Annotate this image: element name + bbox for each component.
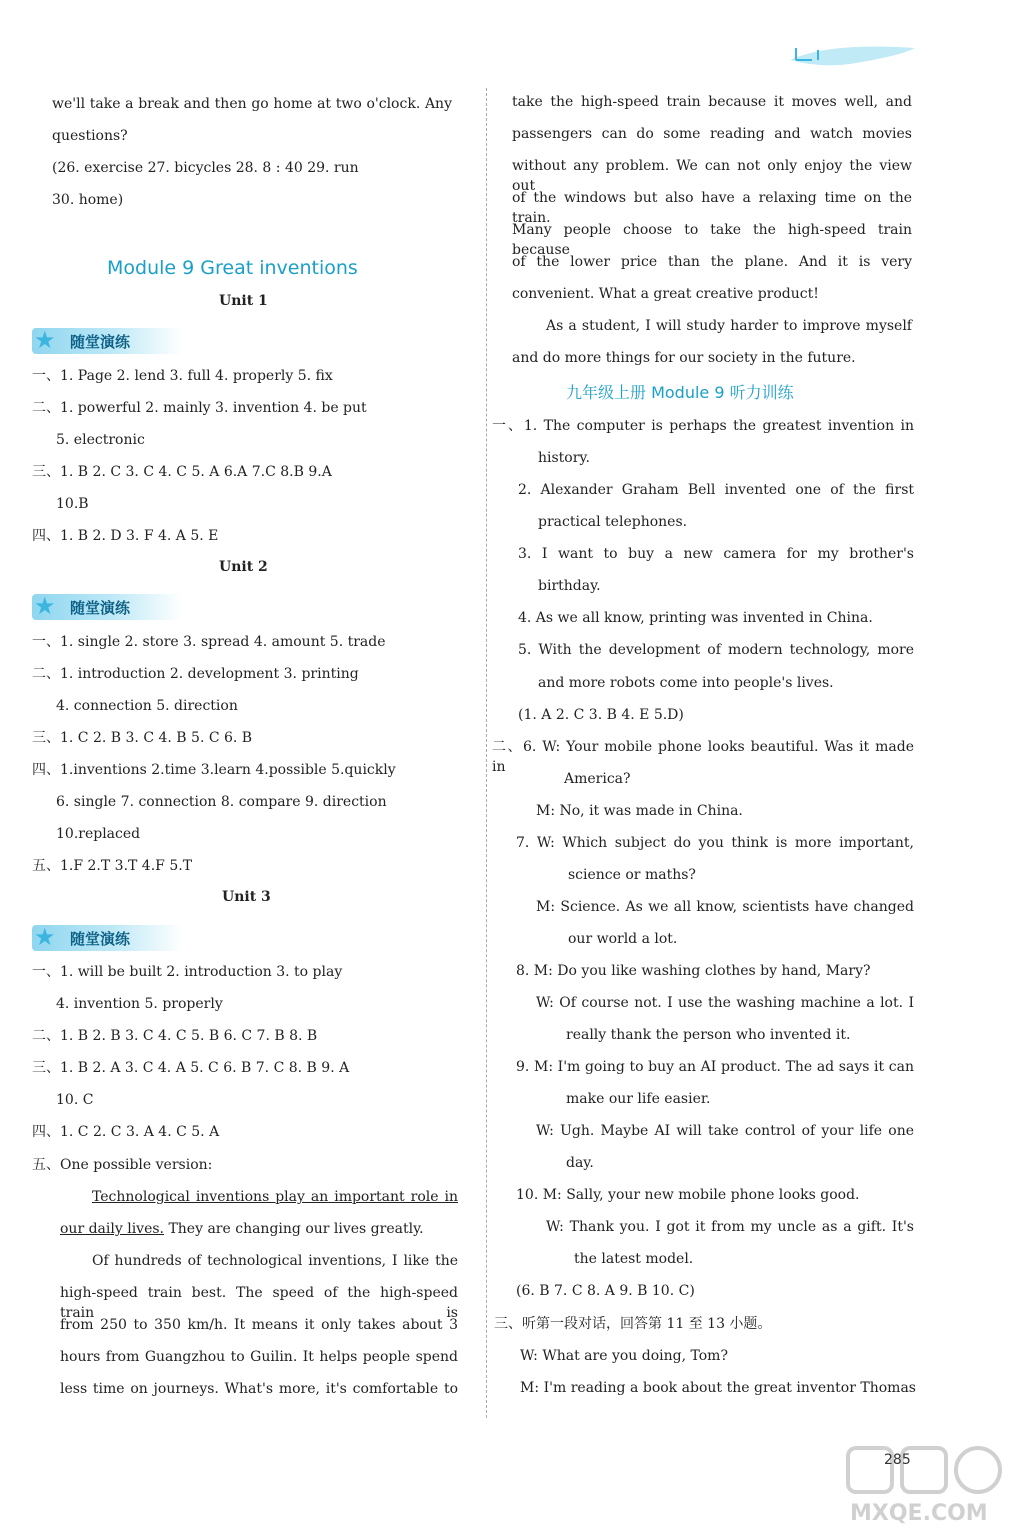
badge-label: 随堂演练: [70, 599, 131, 617]
essay-text: They are changing our lives greatly.: [164, 1221, 424, 1237]
star-icon: ★: [34, 592, 56, 620]
listening-line: America?: [564, 771, 631, 787]
listening-line: our world a lot.: [568, 931, 678, 947]
essay-line: and do more things for our society in the future.: [512, 350, 856, 366]
listening-answers: (1. A 2. C 3. B 4. E 5.D): [518, 707, 684, 723]
essay-line: Many people choose to take the high-speed train because: [512, 222, 912, 258]
unit-title: Unit 1: [219, 293, 268, 309]
text-line: 30. home): [52, 192, 124, 208]
answer-line: 10.B: [56, 496, 89, 512]
essay-line: from 250 to 350 km/h. It means it only takes about 3: [60, 1317, 458, 1333]
essay-line: take the high-speed train because it moves well, and: [512, 94, 912, 110]
essay-line: less time on journeys. What's more, it's comfortable to: [60, 1381, 458, 1397]
text-line: we'll take a break and then go home at two o'clock. Any: [52, 96, 452, 112]
listening-line: 一、1. The computer is perhaps the greatest invention in: [492, 418, 914, 434]
answer-line: 三、1. B 2. C 3. C 4. C 5. A 6.A 7.C 8.B 9.A: [32, 464, 332, 480]
listening-line: history.: [538, 450, 590, 466]
listening-line: 7. W: Which subject do you think is more important,: [516, 835, 914, 851]
star-icon: ★: [34, 326, 56, 354]
essay-line: of the lower price than the plane. And it is very: [512, 254, 912, 270]
essay-underlined-text: our daily lives.: [60, 1221, 164, 1237]
listening-line: really thank the person who invented it.: [566, 1027, 851, 1043]
essay-line: As a student, I will study harder to improve myself: [546, 318, 912, 334]
listening-line: 3. I want to buy a new camera for my brother's: [518, 546, 914, 562]
badge-label: 随堂演练: [70, 333, 131, 351]
essay-line: of the windows but also have a relaxing time on the train.: [512, 190, 912, 226]
answer-line: 四、1. C 2. C 3. A 4. C 5. A: [32, 1124, 220, 1140]
listening-line: and more robots come into people's lives.: [538, 675, 834, 691]
essay-line: Of hundreds of technological inventions, I like the: [92, 1253, 458, 1269]
listening-line: 4. As we all know, printing was invented in China.: [518, 610, 873, 626]
header-brush-decoration: [790, 38, 920, 72]
practice-badge: [32, 925, 182, 951]
star-icon: ★: [34, 923, 56, 951]
watermark-logo: [840, 1440, 1010, 1530]
essay-line: without any problem. We can not only enjoy the view out: [512, 158, 912, 194]
watermark-text: MXQE.COM: [850, 1501, 988, 1526]
essay-line: high-speed train best. The speed of the high-speed train is: [60, 1285, 458, 1321]
answer-line: 一、1. will be built 2. introduction 3. to play: [32, 964, 343, 980]
listening-line: W: What are you doing, Tom?: [520, 1348, 728, 1364]
answer-line: 10.replaced: [56, 826, 141, 842]
answer-line: 三、1. B 2. A 3. C 4. A 5. C 6. B 7. C 8. B 9. A: [32, 1060, 350, 1076]
listening-title: 九年级上册 Module 9 听力训练: [566, 383, 794, 402]
practice-badge: [32, 328, 182, 354]
listening-line: 三、听第一段对话，回答第 11 至 13 小题。: [494, 1316, 772, 1332]
answer-line: 二、1. B 2. B 3. C 4. C 5. B 6. C 7. B 8. B: [32, 1028, 318, 1044]
answer-line: 五、One possible version:: [32, 1157, 213, 1173]
answer-line: 10. C: [56, 1092, 94, 1108]
listening-line: W: Of course not. I use the washing machine a lot. I: [536, 995, 914, 1011]
column-divider: [486, 88, 487, 1418]
listening-line: W: Ugh. Maybe AI will take control of your life one: [536, 1123, 914, 1139]
essay-underlined-line: Technological inventions play an important role in: [92, 1189, 458, 1205]
answer-line: 五、1.F 2.T 3.T 4.F 5.T: [32, 858, 193, 874]
answer-line: 一、1. Page 2. lend 3. full 4. properly 5. fix: [32, 368, 333, 384]
answer-line: 4. connection 5. direction: [56, 698, 238, 714]
listening-line: 5. With the development of modern technology, more: [518, 642, 914, 658]
answer-line: 二、1. introduction 2. development 3. printing: [32, 666, 359, 682]
essay-line: [60, 1219, 424, 1239]
listening-line: W: Thank you. I got it from my uncle as a gift. It's: [546, 1219, 914, 1235]
practice-badge: [32, 594, 182, 620]
listening-line: science or maths?: [568, 867, 696, 883]
listening-answers: (6. B 7. C 8. A 9. B 10. C): [516, 1283, 695, 1299]
listening-line: make our life easier.: [566, 1091, 711, 1107]
answer-line: 6. single 7. connection 8. compare 9. direction: [56, 794, 387, 810]
badge-label: 随堂演练: [70, 930, 131, 948]
essay-line: hours from Guangzhou to Guilin. It helps people spend: [60, 1349, 458, 1365]
listening-line: 8. M: Do you like washing clothes by hand, Mary?: [516, 963, 871, 979]
listening-line: practical telephones.: [538, 514, 688, 530]
listening-line: 2. Alexander Graham Bell invented one of the first: [518, 482, 914, 498]
answer-line: 四、1.inventions 2.time 3.learn 4.possible 5.quickly: [32, 762, 396, 778]
text-line: questions?: [52, 128, 128, 144]
listening-line: day.: [566, 1155, 594, 1171]
listening-line: 二、6. W: Your mobile phone looks beautiful. Was it made in: [492, 739, 914, 775]
unit-title: Unit 2: [219, 559, 268, 575]
answer-line: 5. electronic: [56, 432, 145, 448]
essay-line: passengers can do some reading and watch movies: [512, 126, 912, 142]
answer-line: 一、1. single 2. store 3. spread 4. amount 5. trade: [32, 634, 386, 650]
answer-line: 二、1. powerful 2. mainly 3. invention 4. be put: [32, 400, 367, 416]
listening-line: M: I'm reading a book about the great inventor Thomas: [520, 1380, 916, 1396]
listening-line: 9. M: I'm going to buy an AI product. The ad says it can: [516, 1059, 914, 1075]
answer-line: 三、1. C 2. B 3. C 4. B 5. C 6. B: [32, 730, 253, 746]
essay-line: convenient. What a great creative product!: [512, 286, 819, 302]
listening-line: birthday.: [538, 578, 601, 594]
listening-line: the latest model.: [574, 1251, 694, 1267]
answer-line: 四、1. B 2. D 3. F 4. A 5. E: [32, 528, 219, 544]
listening-line: M: No, it was made in China.: [536, 803, 743, 819]
unit-title: Unit 3: [222, 889, 271, 905]
module-title: Module 9 Great inventions: [107, 257, 358, 279]
text-line: (26. exercise 27. bicycles 28. 8 : 40 29. run: [52, 160, 359, 176]
page-number: 285: [884, 1452, 911, 1468]
answer-line: 4. invention 5. properly: [56, 996, 223, 1012]
listening-line: 10. M: Sally, your new mobile phone looks good.: [516, 1187, 860, 1203]
listening-line: M: Science. As we all know, scientists have changed: [536, 899, 914, 915]
